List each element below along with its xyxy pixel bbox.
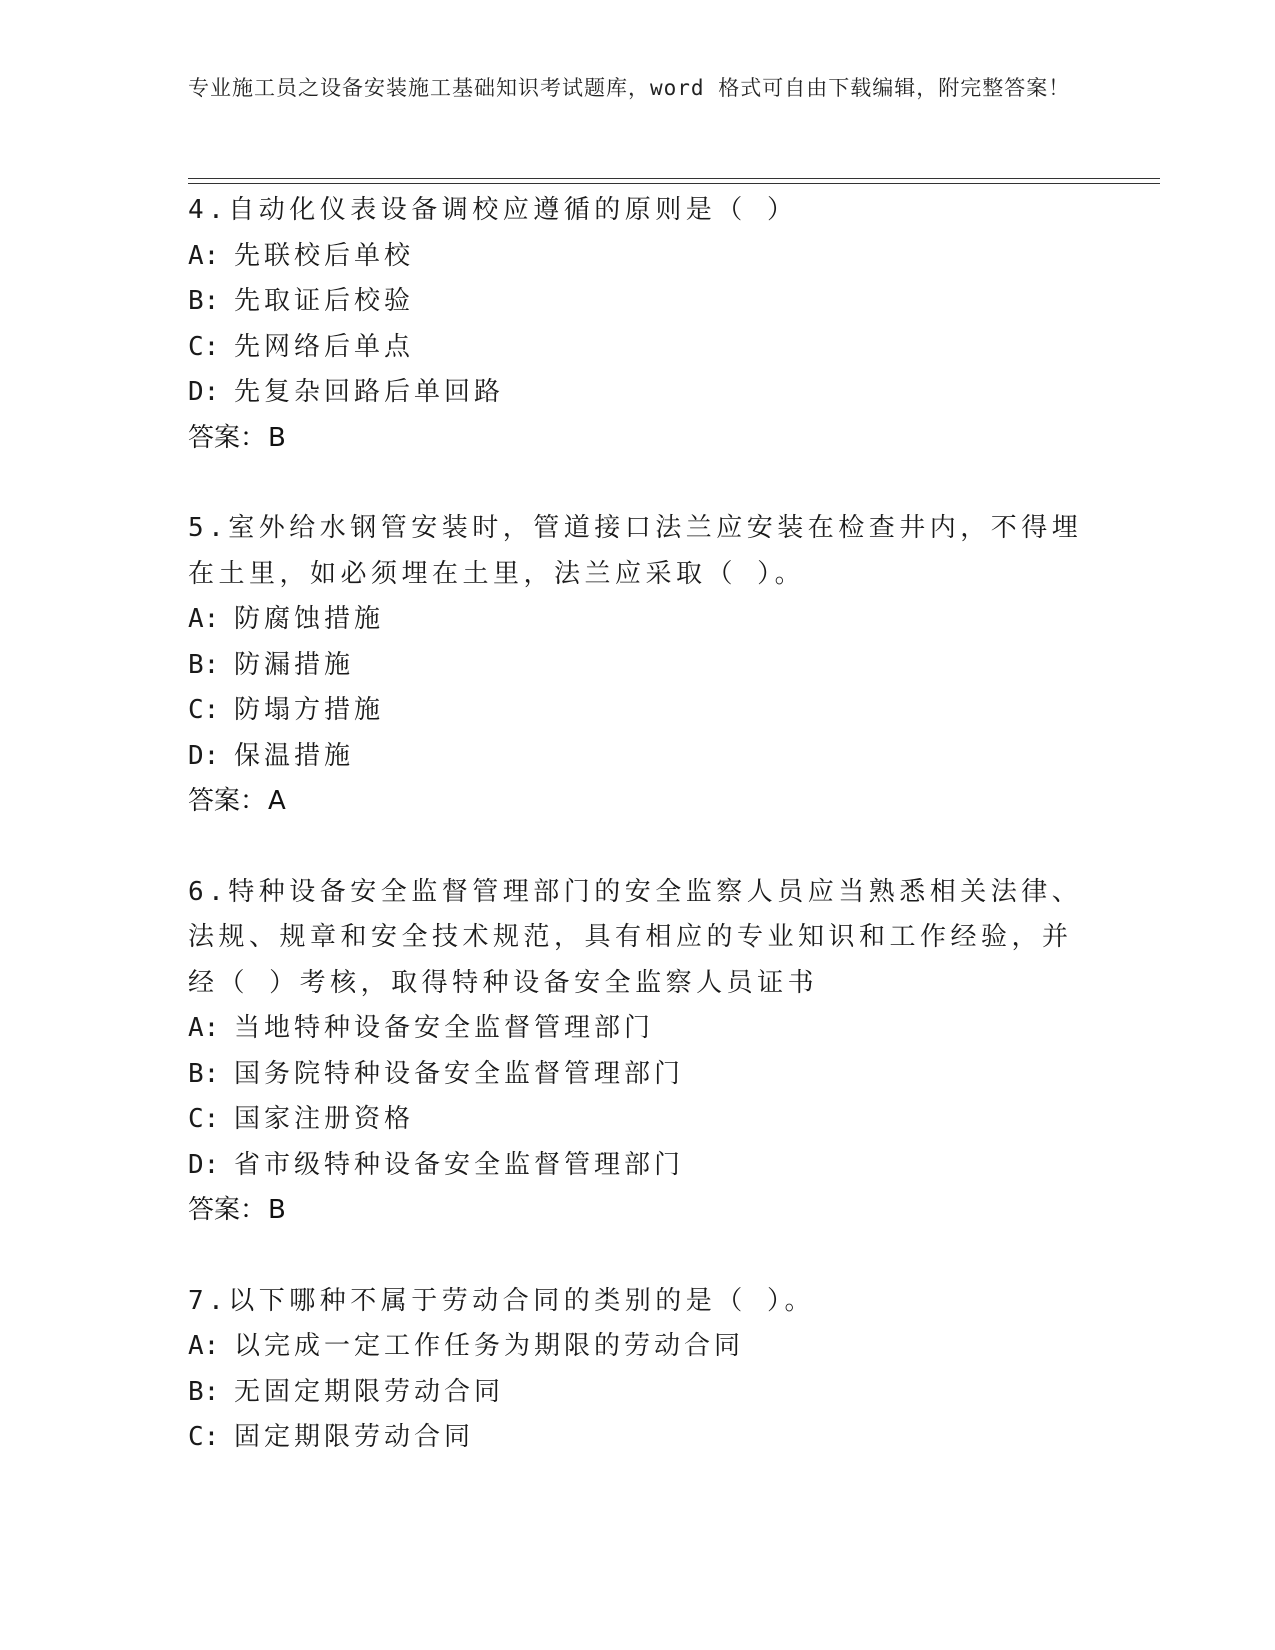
option-text: 保温措施 [234, 740, 355, 771]
question-7 [188, 1279, 1088, 1461]
option-text: 先取证后校验 [234, 286, 415, 316]
option-text: 先网络后单点 [234, 331, 415, 362]
question-stem: 6.特种设备安全监督管理部门的安全监察人员应当熟悉相关法律、法规、规章和安全技术规范，具有相应的专业知识和工作经验，并经（ ）考核，取得特种设备安全监察人员证书 [188, 876, 1083, 998]
option-text: 先复杂回路后单回路 [234, 377, 505, 407]
question-stem: 4.自动化仪表设备调校应遵循的原则是（ ） [188, 195, 798, 225]
option-c [188, 688, 1088, 734]
answer-label: 答案： [188, 1195, 267, 1225]
answer-line [188, 416, 1088, 462]
option-c [188, 1415, 1088, 1461]
option-text: 国家注册资格 [234, 1104, 415, 1134]
answer-value: B [268, 422, 286, 453]
option-letter: D: [188, 1149, 220, 1180]
document-header: 专业施工员之设备安装施工基础知识考试题库，word 格式可自由下载编辑，附完整答案！ [188, 76, 1071, 100]
question-list [188, 188, 1088, 1506]
option-text: 防腐蚀措施 [234, 604, 385, 634]
option-letter: B: [188, 1058, 220, 1089]
option-d [188, 370, 1088, 416]
option-a [188, 597, 1088, 643]
question-5 [188, 506, 1088, 825]
option-text: 防塌方措施 [234, 695, 385, 725]
answer-line [188, 779, 1088, 825]
option-d [188, 734, 1088, 780]
answer-label: 答案： [188, 422, 267, 453]
question-stem: 5.室外给水钢管安装时，管道接口法兰应安装在检查井内，不得埋在土里，如必须埋在土里，法兰应采取（ ）。 [188, 513, 1083, 589]
option-letter: B: [188, 1376, 220, 1407]
answer-line [188, 1188, 1088, 1234]
option-letter: B: [188, 649, 220, 680]
option-b [188, 643, 1088, 689]
option-b [188, 1052, 1088, 1098]
answer-value: A [268, 786, 286, 816]
option-letter: A: [188, 1331, 220, 1361]
option-c [188, 1097, 1088, 1143]
header-divider-top [188, 178, 1160, 179]
option-c [188, 325, 1088, 371]
option-a [188, 1006, 1088, 1052]
option-letter: A: [188, 604, 220, 634]
question-6 [188, 870, 1088, 1234]
option-d [188, 1143, 1088, 1189]
option-letter: A: [188, 1013, 220, 1043]
option-text: 国务院特种设备安全监督管理部门 [234, 1058, 685, 1089]
question-4 [188, 188, 1088, 461]
option-text: 以完成一定工作任务为期限的劳动合同 [234, 1331, 745, 1361]
option-text: 先联校后单校 [234, 240, 415, 271]
option-letter: A: [188, 240, 220, 271]
option-text: 无固定期限劳动合同 [234, 1376, 505, 1407]
option-letter: C: [188, 695, 220, 725]
option-a [188, 1324, 1088, 1370]
option-text: 当地特种设备安全监督管理部门 [234, 1013, 655, 1043]
option-letter: D: [188, 377, 220, 407]
option-letter: C: [188, 1422, 220, 1452]
option-letter: C: [188, 331, 220, 362]
answer-value: B [268, 1195, 286, 1225]
option-text: 固定期限劳动合同 [234, 1422, 475, 1452]
question-stem: 7.以下哪种不属于劳动合同的类别的是（ ）。 [188, 1285, 815, 1316]
option-letter: D: [188, 740, 220, 771]
option-text: 防漏措施 [234, 649, 355, 680]
option-letter: C: [188, 1104, 220, 1134]
option-a [188, 234, 1088, 280]
header-divider-bottom [188, 183, 1160, 184]
answer-label: 答案： [188, 786, 267, 816]
option-text: 省市级特种设备安全监督管理部门 [234, 1149, 685, 1180]
option-b [188, 1370, 1088, 1416]
option-b [188, 279, 1088, 325]
option-letter: B: [188, 286, 220, 316]
